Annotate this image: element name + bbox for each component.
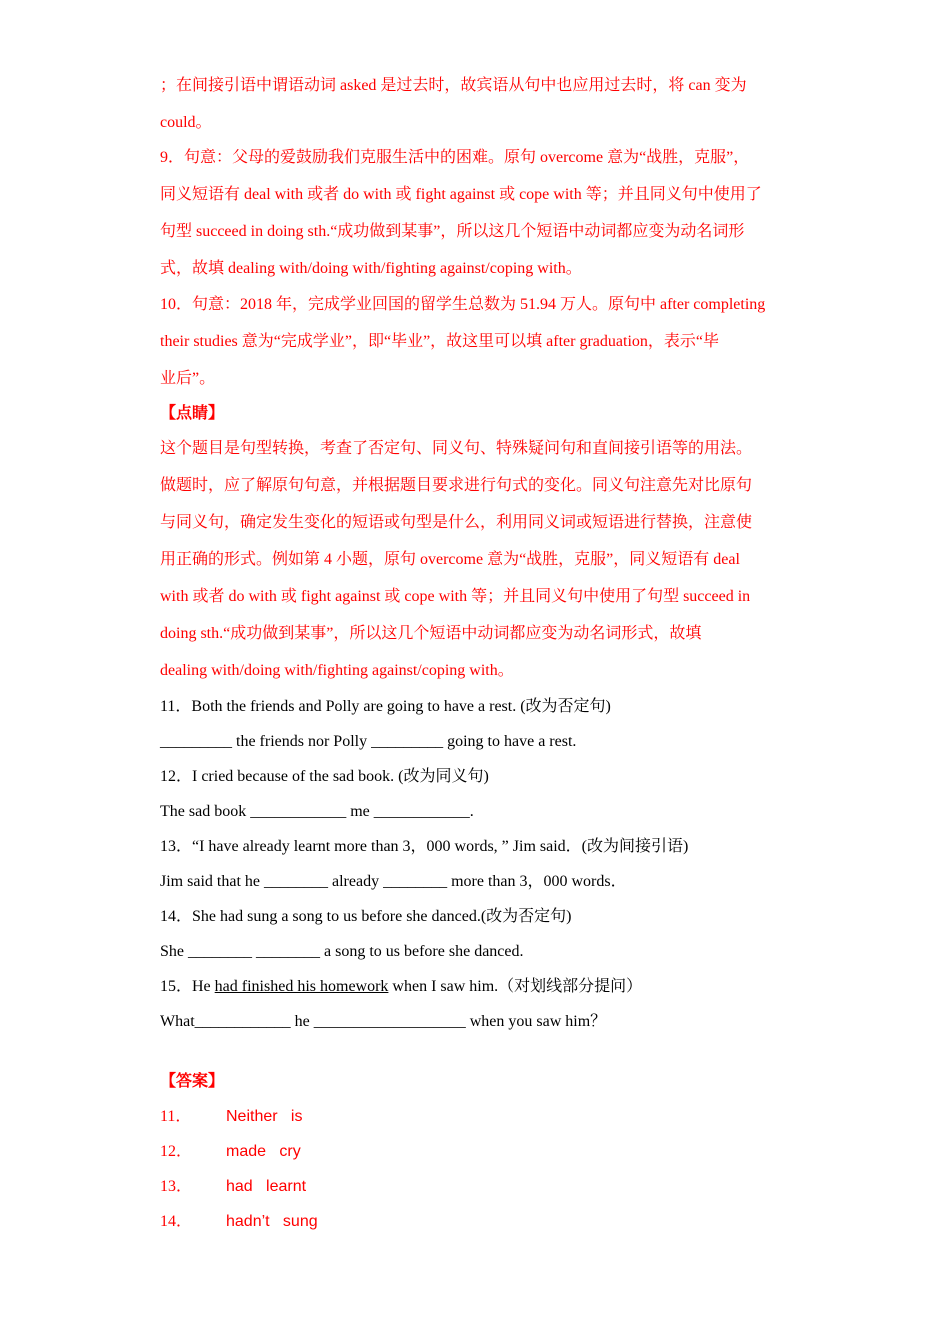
question-blank: The sad book ____________ me ____________. bbox=[160, 803, 474, 820]
explanation-line: 同义短语有 deal with 或者 do with 或 fight against 或 cope with 等；并且同义句中使用了 bbox=[160, 186, 762, 203]
question-blank: _________ the friends nor Polly _________ going to have a rest. bbox=[160, 733, 577, 750]
question-prompt-15 bbox=[160, 977, 800, 997]
answer-number: 12． bbox=[160, 1143, 193, 1160]
dianjing-line: 做题时，应了解原句句意，并根据题目要求进行句式的变化。同义句注意先对比原句 bbox=[160, 477, 753, 494]
dianjing-line: dealing with/doing with/fighting against/coping with。 bbox=[160, 662, 514, 679]
dianjing-line: doing sth.“成功做到某事”，所以这几个短语中动词都应变为动名词形式，故填 bbox=[160, 625, 702, 642]
question-prompt: 13．“I have already learnt more than 3，000 words, ” Jim said．(改为间接引语) bbox=[160, 838, 689, 855]
question-blank: Jim said that he ________ already ________ more than 3，000 words． bbox=[160, 873, 627, 890]
dianjing-line: with 或者 do with 或 fight against 或 cope with 等；并且同义句中使用了句型 succeed in bbox=[160, 588, 751, 605]
question-prompt: 11．Both the friends and Polly are going to have a rest. (改为否定句) bbox=[160, 698, 611, 715]
answers-heading: 【答案】 bbox=[160, 1073, 225, 1090]
explanation-line: 10．句意：2018 年，完成学业回国的留学生总数为 51.94 万人。原句中 after completing bbox=[160, 296, 766, 313]
question-blank-15: What____________ he ___________________ when you saw him？ bbox=[160, 1013, 607, 1030]
answer-value: made cry bbox=[226, 1143, 301, 1160]
dianjing-heading: 【点睛】 bbox=[160, 405, 225, 422]
q15-pre: 15．He bbox=[160, 978, 215, 995]
explanation-line: could。 bbox=[160, 114, 212, 131]
explanation-line: 业后”。 bbox=[160, 370, 216, 387]
question-prompt: 12．I cried because of the sad book. (改为同义句) bbox=[160, 768, 489, 785]
answer-value: Neither is bbox=[226, 1108, 303, 1125]
explanation-line: 9．句意：父母的爱鼓励我们克服生活中的困难。原句 overcome 意为“战胜，克服”， bbox=[160, 149, 750, 166]
question-prompt: 14．She had sung a song to us before she danced.(改为否定句) bbox=[160, 908, 572, 925]
explanation-line: 式，故填 dealing with/doing with/fighting against/coping with。 bbox=[160, 260, 582, 277]
explanation-line: 句型 succeed in doing sth.“成功做到某事”，所以这几个短语中动词都应变为动名词形 bbox=[160, 223, 745, 240]
answer-number: 14． bbox=[160, 1213, 193, 1230]
dianjing-line: 这个题目是句型转换，考查了否定句、同义句、特殊疑问句和直间接引语等的用法。 bbox=[160, 440, 753, 457]
dianjing-line: 用正确的形式。例如第 4 小题，原句 overcome 意为“战胜，克服”，同义短语有 deal bbox=[160, 551, 740, 568]
answer-value: hadn’t sung bbox=[226, 1213, 318, 1230]
explanation-line: ；在间接引语中谓语动词 asked 是过去时，故宾语从句中也应用过去时，将 can 变为 bbox=[160, 77, 747, 94]
dianjing-line: 与同义句，确定发生变化的短语或句型是什么，利用同义词或短语进行替换，注意使 bbox=[160, 514, 753, 531]
answer-number: 11． bbox=[160, 1108, 192, 1125]
answer-number: 13． bbox=[160, 1178, 193, 1195]
answer-value: had learnt bbox=[226, 1178, 307, 1195]
q15-underlined: had finished his homework bbox=[214, 978, 389, 995]
explanation-line: their studies 意为“完成学业”，即“毕业”，故这里可以填 after graduation，表示“毕 bbox=[160, 333, 720, 350]
question-blank: She ________ ________ a song to us before she danced. bbox=[160, 943, 524, 960]
q15-post: when I saw him.（对划线部分提问） bbox=[388, 978, 643, 995]
